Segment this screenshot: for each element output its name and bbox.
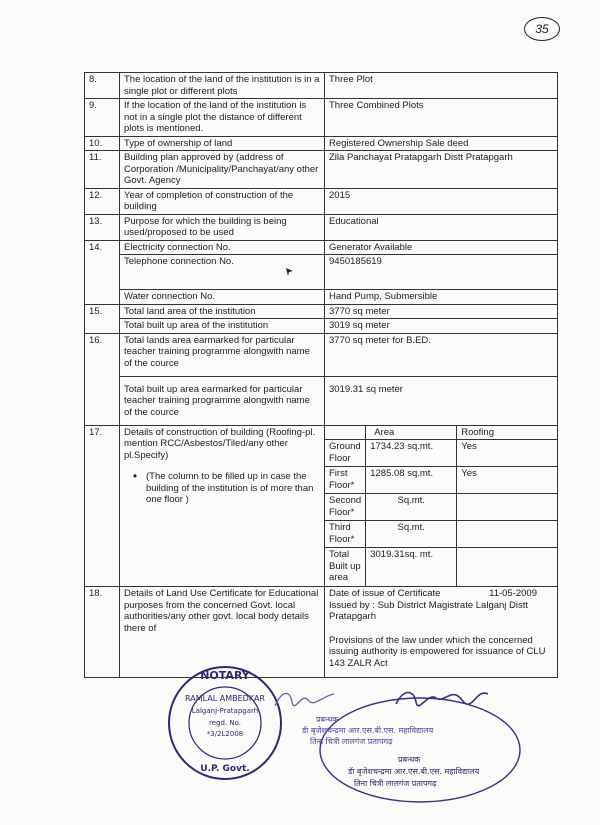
table-row xyxy=(85,240,558,255)
row-answer: Three Plot xyxy=(325,73,558,99)
row-number: 14. xyxy=(85,240,120,304)
table-row xyxy=(85,214,558,240)
row-question: Type of ownership of land xyxy=(120,136,325,151)
row-answer: Educational xyxy=(325,214,558,240)
table-row xyxy=(325,467,557,494)
row-number: 15. xyxy=(85,304,120,333)
page-number: 35 xyxy=(535,22,549,36)
floor-label: Second Floor* xyxy=(325,494,366,521)
notary-place: Lalganj-Pratapgarh xyxy=(191,707,259,715)
built-area-label: Total built up area of the institution xyxy=(120,319,325,334)
land-area-label: Total land area of the institution xyxy=(120,304,325,319)
notary-state: U.P. Govt. xyxy=(200,764,250,774)
floor-area: 3019.31sq. mt. xyxy=(366,548,457,587)
electricity-label: Electricity connection No. xyxy=(120,240,325,255)
notary-stamp-icon xyxy=(165,663,285,783)
row-number: 12. xyxy=(85,188,120,214)
floor-label: Ground Floor xyxy=(325,440,366,467)
floor-area: Sq.mt. xyxy=(366,521,457,548)
floor-area-table xyxy=(325,426,557,587)
table-row xyxy=(325,521,557,548)
earmarked-built-value: 3019.31 sq meter xyxy=(325,376,558,425)
water-label: Water connection No. xyxy=(120,290,325,305)
seal-manager: प्रबन्धक xyxy=(398,755,421,764)
construction-note: (The column to be filled up in case the building of the institution is of more than one floor ) xyxy=(146,471,314,505)
row-number: 18. xyxy=(85,587,120,678)
seal-manager: प्रबन्धक xyxy=(316,715,339,724)
built-area-value: 3019 sq meter xyxy=(325,319,558,334)
row-answer: Zila Panchayat Pratapgarh Distt Pratapgarh xyxy=(325,151,558,189)
row-number: 9. xyxy=(85,99,120,137)
row-answer: 2015 xyxy=(325,188,558,214)
row-number: 8. xyxy=(85,73,120,99)
floor-label: First Floor* xyxy=(325,467,366,494)
cursor-mark-icon xyxy=(286,268,294,276)
seal-place: तिना चित्री लालगंज प्रतापगढ़ xyxy=(354,779,437,788)
table-row xyxy=(85,304,558,319)
table-row xyxy=(325,440,557,467)
row-question: The location of the land of the institution is in a single plot or different plots xyxy=(120,73,325,99)
seal-place: तिना चित्री लालगंज प्रतापगढ़ xyxy=(310,737,393,746)
row-number: 17. xyxy=(85,425,120,587)
floor-roof: Yes xyxy=(457,467,557,494)
certificate-provisions: Provisions of the law under which the concerned issuing authority is empowered for issuance of CLU 143 ZALR Act xyxy=(329,634,546,669)
table-row xyxy=(85,290,558,305)
roofing-header: Roofing xyxy=(457,426,557,440)
floor-roof xyxy=(457,494,557,521)
bullet: • xyxy=(132,469,138,483)
row-answer: Registered Ownership Sale deed xyxy=(325,136,558,151)
institution-details-table xyxy=(84,72,558,678)
floor-area: 1285.08 sq.mt. xyxy=(366,467,457,494)
table-row xyxy=(325,426,557,440)
row-number: 10. xyxy=(85,136,120,151)
telephone-value: 9450185619 xyxy=(325,255,558,290)
land-use-details xyxy=(325,587,558,678)
row-number: 11. xyxy=(85,151,120,189)
certificate-date-label: Date of issue of Certificate xyxy=(329,588,441,599)
table-row xyxy=(85,255,558,290)
row-question: If the location of the land of the institution is not in a single plot the distance of different plots is mentioned. xyxy=(120,99,325,137)
telephone-label: Telephone connection No. xyxy=(120,255,325,290)
row-question: Year of completion of construction of the building xyxy=(120,188,325,214)
table-row xyxy=(85,376,558,425)
floor-label: Third Floor* xyxy=(325,521,366,548)
row-answer: Three Combined Plots xyxy=(325,99,558,137)
land-use-label: Details of Land Use Certificate for Educational purposes from the concerned Govt. local authorities/any other govt. local body details there of xyxy=(120,587,325,678)
notary-name: RAMLAL AMBEDKAR xyxy=(185,694,265,703)
table-row xyxy=(85,136,558,151)
area-header: Area xyxy=(366,426,457,440)
floor-area: Sq.mt. xyxy=(366,494,457,521)
notary-number: *3/2L2008 xyxy=(206,730,244,738)
table-row xyxy=(85,587,558,678)
seal-college: डॅा बृजेशचन्द्रमा आर.एस.बी.एस. महाविद्यालय xyxy=(302,726,434,735)
earmarked-built-label: Total built up area earmarked for particular teacher training programme alongwith name of the cource xyxy=(120,376,325,425)
table-row xyxy=(325,494,557,521)
lower-seal-text xyxy=(348,754,548,790)
row-number: 13. xyxy=(85,214,120,240)
notary-regd: regd. No. xyxy=(209,719,241,727)
table-row xyxy=(85,99,558,137)
seal-college: डॅा बृजेशचन्द्रमा आर.एस.बी.एस. महाविद्यालय xyxy=(348,767,480,776)
row-number: 16. xyxy=(85,333,120,425)
electricity-value: Generator Available xyxy=(325,240,558,255)
row-question: Building plan approved by (address of Corporation /Municipality/Panchayat/any other Govt. Agency xyxy=(120,151,325,189)
notary-title: NOTARY xyxy=(200,669,250,682)
floor-header-blank xyxy=(325,426,366,440)
earmarked-land-value: 3770 sq meter for B.ED. xyxy=(325,333,558,376)
row-question: Purpose for which the building is being used/proposed to be used xyxy=(120,214,325,240)
table-row xyxy=(85,319,558,334)
table-row xyxy=(85,188,558,214)
upper-seal-text xyxy=(302,714,532,747)
construction-details xyxy=(120,425,325,587)
floor-roof: Yes xyxy=(457,440,557,467)
floor-area: 1734.23 sq.mt. xyxy=(366,440,457,467)
table-row xyxy=(85,425,558,587)
table-row xyxy=(85,333,558,376)
land-area-value: 3770 sq meter xyxy=(325,304,558,319)
certificate-issuer: Issued by : Sub District Magistrate Lalganj Distt Pratapgarh xyxy=(329,599,529,622)
floor-label: Total Built up area xyxy=(325,548,366,587)
floor-roof xyxy=(457,548,557,587)
certificate-date-value: 11-05-2009 xyxy=(489,588,537,599)
page-number-circle xyxy=(524,17,560,41)
construction-label: Details of construction of building (Roofing-pl. mention RCC/Asbestos/Tiled/any other pl.Specify) xyxy=(124,426,316,461)
floor-roof xyxy=(457,521,557,548)
floor-table-cell xyxy=(325,425,558,587)
water-value: Hand Pump, Submersible xyxy=(325,290,558,305)
table-row xyxy=(325,548,557,587)
table-row xyxy=(85,151,558,189)
earmarked-land-label: Total lands area earmarked for particular teacher training programme alongwith name of the cource xyxy=(120,333,325,376)
table-row xyxy=(85,73,558,99)
